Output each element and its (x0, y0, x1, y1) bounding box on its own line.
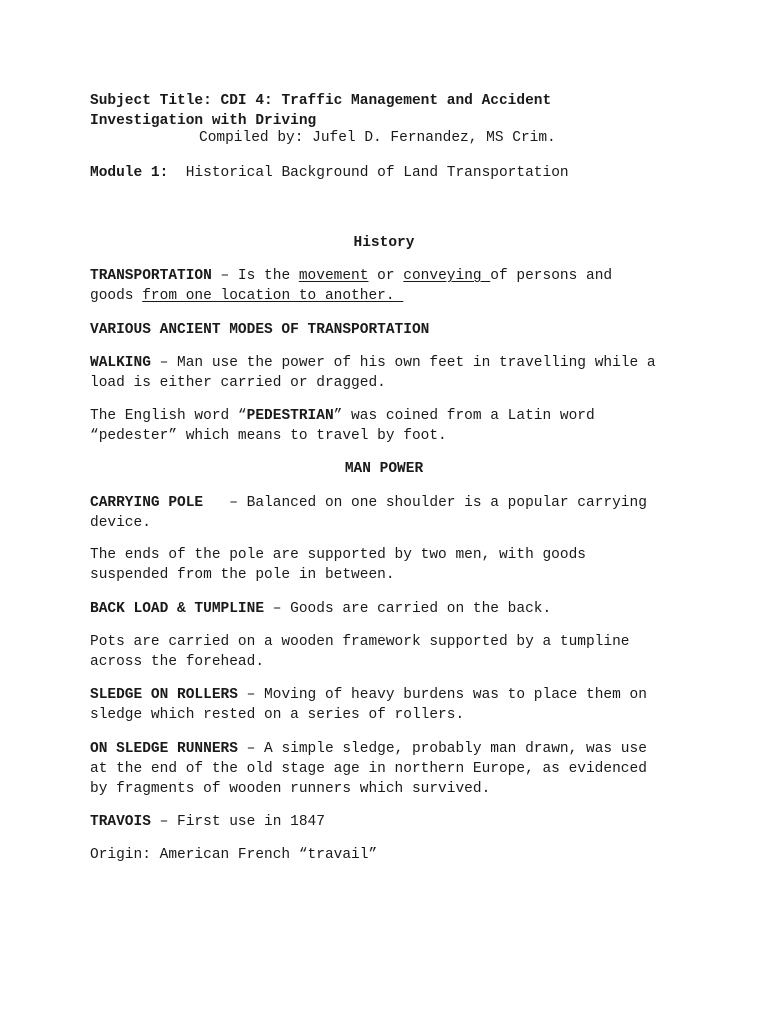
man-power-heading: MAN POWER (344, 461, 424, 477)
transportation-term: TRANSPORTATION (90, 268, 212, 284)
travois-term: TRAVOIS (90, 814, 151, 830)
pedestrian-paragraph: The English word “PEDESTRIAN” was coined from a Latin word “pedester” which means to travel by foot. (90, 408, 595, 444)
subject-title-line1: CDI 4: Traffic Management and Accident (220, 93, 552, 109)
sledge-runners-paragraph: ON SLEDGE RUNNERS – A simple sledge, probably man drawn, was use at the end of the old stage age in northern Europe, as evidenced by fragments of wooden runners which survived. (90, 741, 647, 797)
compiled-by: Compiled by: Jufel D. Fernandez, MS Crim. (199, 130, 556, 146)
origin-paragraph: Origin: American French “travail” (90, 847, 378, 863)
sledge-rollers-paragraph: SLEDGE ON ROLLERS – Moving of heavy burdens was to place them on sledge which rested on a series of rollers. (90, 687, 647, 723)
history-heading: History (353, 235, 415, 251)
transportation-definition: TRANSPORTATION – Is the movement or conveying of persons and goods from one location to another. (90, 268, 613, 304)
module-label: Module 1: (90, 165, 169, 181)
pole-ends-paragraph: The ends of the pole are supported by two men, with goods suspended from the pole in between. (90, 547, 586, 583)
subject-label: Subject Title: (90, 93, 212, 109)
sledge-rollers-term: SLEDGE ON ROLLERS (90, 687, 238, 703)
subject-title (90, 91, 690, 131)
subject-title-line2: Investigation with Driving (90, 113, 317, 129)
back-load-paragraph: BACK LOAD & TUMPLINE – Goods are carried on the back. (90, 601, 552, 617)
module-line (90, 163, 690, 183)
carrying-pole-term: CARRYING POLE (90, 495, 204, 511)
back-load-term: BACK LOAD & TUMPLINE (90, 601, 265, 617)
ancient-modes-heading: VARIOUS ANCIENT MODES OF TRANSPORTATION (90, 322, 430, 338)
module-title: Historical Background of Land Transportation (185, 165, 569, 181)
pedestrian-term: PEDESTRIAN (246, 408, 334, 424)
walking-paragraph: WALKING – Man use the power of his own feet in travelling while a load is either carried or dragged. (90, 355, 656, 391)
travois-paragraph: TRAVOIS – First use in 1847 (90, 814, 325, 830)
movement-underlined: movement (298, 268, 369, 284)
walking-term: WALKING (90, 355, 151, 371)
location-underlined: from one location to another. (142, 288, 404, 304)
sledge-runners-term: ON SLEDGE RUNNERS (90, 741, 238, 757)
carrying-pole-paragraph: CARRYING POLE – Balanced on one shoulder is a popular carrying device. (90, 495, 647, 531)
pots-paragraph: Pots are carried on a wooden framework supported by a tumpline across the forehead. (90, 634, 630, 670)
conveying-underlined: conveying (403, 268, 491, 284)
